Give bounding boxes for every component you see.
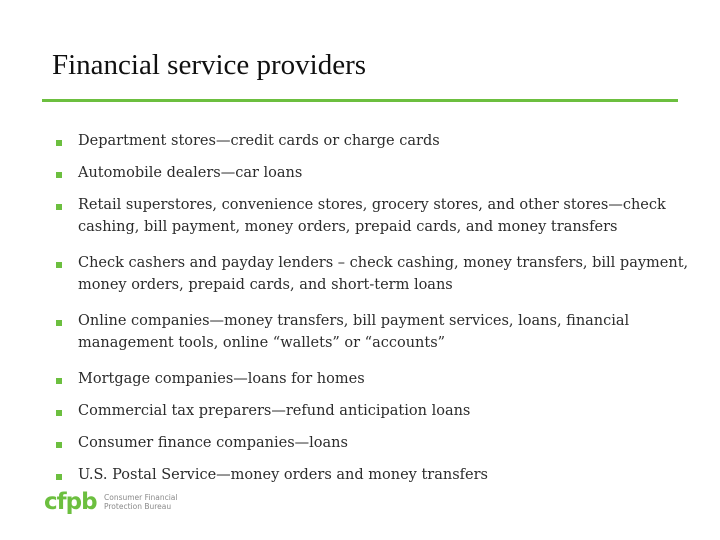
bullet-square-icon [56,262,62,268]
slide-title: Financial service providers [52,49,367,81]
bullet-text-line1: U.S. Postal Service—money orders and money transfers [78,467,488,483]
bullet-item [56,198,676,242]
bullet-text-line1: Online companies—money transfers, bill payment services, loans, financial [78,313,630,329]
logo-wordmark [104,493,177,511]
cfpb-logo-mark [44,488,100,518]
bullet-text-line2: money orders, prepaid cards, and short-term loans [78,277,453,293]
bullet-item [56,372,676,394]
bullet-text-line1: Department stores—credit cards or charge cards [78,133,440,149]
bullet-square-icon [56,442,62,448]
bullet-square-icon [56,378,62,384]
bullet-text-line1: Automobile dealers—car loans [78,165,303,181]
bullet-square-icon [56,474,62,480]
bullet-text-line1: Retail superstores, convenience stores, grocery stores, and other stores—check [78,197,666,213]
bullet-item [56,166,676,188]
bullet-item [56,314,676,358]
bullet-square-icon [56,204,62,210]
bullet-item [56,468,676,490]
bullet-text-line2: cashing, bill payment, money orders, prepaid cards, and money transfers [78,219,618,235]
logo-wordmark-line1: Consumer Financial [104,493,178,502]
bullet-text-line1: Consumer finance companies—loans [78,435,348,451]
bullet-square-icon [56,140,62,146]
bullet-item [56,255,689,300]
bullet-item [56,134,676,156]
cfpb-logo [44,488,194,518]
bullet-text-line1: Mortgage companies—loans for homes [78,371,365,387]
bullet-text-line1: Commercial tax preparers—refund anticipation loans [78,403,471,419]
bullet-text-line1: Check cashers and payday lenders – check cashing, money transfers, bill payment, [78,255,689,271]
bullet-item [56,436,676,458]
bullet-text-line2: management tools, online “wallets” or “accounts” [78,335,446,351]
bullet-square-icon [56,410,62,416]
cfpb-logo-letters: cfpb [44,489,97,515]
bullet-item [56,404,676,426]
logo-wordmark-line2: Protection Bureau [104,502,172,511]
bullet-square-icon [56,320,62,326]
bullet-square-icon [56,172,62,178]
